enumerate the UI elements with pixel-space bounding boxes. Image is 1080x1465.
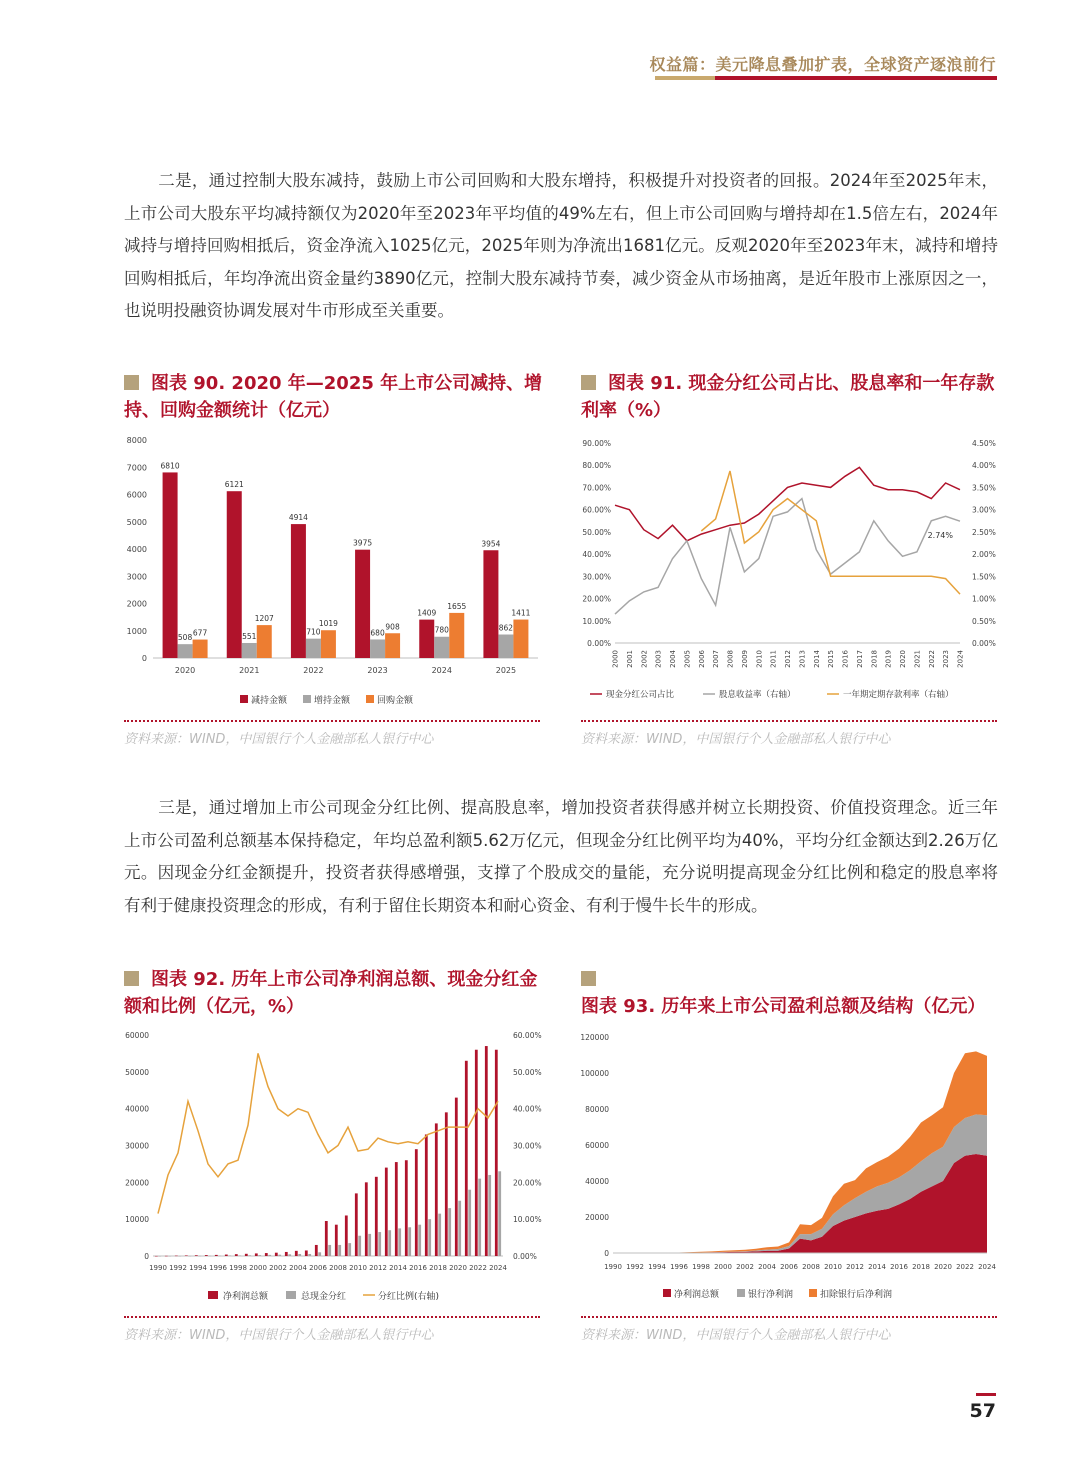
- legend-label: 银行净利润: [748, 1290, 794, 1300]
- y-tick-label-right: 2.50%: [972, 527, 996, 537]
- bar-回购金额: [513, 620, 528, 658]
- y-tick-label-left: 50.00%: [582, 527, 611, 537]
- y-tick-label: 80000: [585, 1105, 609, 1114]
- data-label: 1655: [447, 601, 467, 611]
- data-label: 908: [385, 622, 400, 632]
- bar-总现金分红: [498, 1171, 501, 1256]
- y-tick-label-right: 2.00%: [972, 550, 996, 560]
- x-tick-label: 2002: [640, 650, 649, 668]
- legend-label: 分红比例(右轴): [378, 1292, 440, 1302]
- y-tick-label: 20000: [585, 1213, 609, 1222]
- x-tick-label: 1998: [692, 1263, 710, 1271]
- bar-净利润总额: [285, 1252, 288, 1256]
- legend-swatch: [663, 1289, 671, 1297]
- bar-总现金分红: [448, 1208, 451, 1256]
- y-tick-label-left: 90.00%: [582, 439, 611, 448]
- data-label: 3975: [353, 538, 373, 548]
- y-tick-label-left: 50000: [125, 1067, 149, 1077]
- y-tick-label-right: 60.00%: [513, 1031, 542, 1040]
- y-tick-label-right: 0.50%: [972, 616, 996, 626]
- header-rule: [655, 76, 997, 80]
- x-tick-label: 2013: [798, 650, 807, 668]
- x-tick-label: 2024: [978, 1263, 996, 1271]
- bar-总现金分红: [278, 1255, 281, 1256]
- bar-总现金分红: [188, 1256, 191, 1257]
- x-tick-label: 2009: [740, 650, 749, 668]
- bar-增持金额: [370, 639, 385, 658]
- legend-label: 现金分红公司占比: [606, 690, 675, 700]
- y-tick-label: 7000: [126, 463, 147, 473]
- title-marker-icon: [124, 971, 139, 986]
- y-tick-label-left: 0: [144, 1252, 149, 1261]
- legend-label: 增持金额: [314, 696, 351, 706]
- x-tick-label: 2010: [349, 1264, 367, 1272]
- x-tick-label: 2023: [942, 650, 951, 668]
- y-tick-label: 60000: [585, 1141, 609, 1150]
- bar-总现金分红: [158, 1256, 161, 1257]
- data-label: 1019: [318, 619, 338, 629]
- x-tick-label: 2021: [239, 666, 260, 675]
- x-tick-label: 2000: [611, 650, 620, 668]
- x-tick-label: 2008: [726, 650, 735, 668]
- x-tick-label: 1992: [626, 1263, 644, 1271]
- y-tick-label-left: 40.00%: [582, 550, 611, 560]
- bar-净利润总额: [325, 1221, 328, 1256]
- x-tick-label: 2020: [449, 1264, 467, 1272]
- bar-总现金分红: [388, 1230, 391, 1256]
- line-一年期定期存款利率（右轴）: [701, 471, 960, 594]
- legend-swatch: [737, 1289, 745, 1297]
- y-tick-label-left: 30.00%: [582, 572, 611, 582]
- bar-净利润总额: [275, 1253, 278, 1256]
- x-tick-label: 2018: [870, 650, 879, 668]
- x-tick-label: 1990: [149, 1264, 167, 1272]
- title-marker-icon: [581, 971, 596, 986]
- x-tick-label: 2016: [409, 1264, 427, 1272]
- bar-减持金额: [355, 550, 370, 658]
- figure-91-chart: [575, 430, 1005, 715]
- data-label: 6121: [224, 480, 244, 490]
- bar-增持金额: [242, 643, 257, 658]
- bar-总现金分红: [468, 1190, 471, 1256]
- bar-净利润总额: [375, 1177, 378, 1256]
- x-tick-label: 2000: [249, 1264, 267, 1272]
- paragraph-1: [124, 165, 998, 328]
- legend-label: 回购金额: [377, 696, 414, 706]
- x-tick-label: 2005: [683, 650, 692, 668]
- data-annotation: 2.74%: [927, 531, 953, 541]
- y-tick-label-left: 40000: [125, 1104, 149, 1114]
- y-tick-label-right: 20.00%: [513, 1178, 542, 1188]
- bar-总现金分红: [478, 1179, 481, 1256]
- legend-swatch: [240, 695, 248, 703]
- x-tick-label: 1994: [189, 1264, 207, 1272]
- bar-总现金分红: [408, 1227, 411, 1256]
- y-tick-label: 0: [604, 1249, 609, 1258]
- data-label: 862: [498, 623, 514, 633]
- bar-总现金分红: [198, 1256, 201, 1257]
- bar-回购金额: [193, 640, 208, 658]
- x-tick-label: 1996: [209, 1264, 227, 1272]
- x-tick-label: 2011: [769, 650, 778, 668]
- data-label: 1411: [511, 608, 531, 618]
- bar-净利润总额: [195, 1255, 198, 1256]
- x-tick-label: 2018: [912, 1263, 930, 1271]
- bar-总现金分红: [168, 1256, 171, 1257]
- bar-净利润总额: [355, 1193, 358, 1256]
- bar-总现金分红: [418, 1225, 421, 1256]
- y-tick-label-left: 70.00%: [582, 483, 611, 493]
- legend-label: 一年期定期存款利率（右轴）: [843, 690, 954, 700]
- bar-净利润总额: [255, 1253, 258, 1256]
- data-label: 4914: [288, 513, 308, 523]
- x-tick-label: 2012: [369, 1264, 387, 1272]
- data-label: 677: [192, 628, 208, 638]
- y-tick-label: 40000: [585, 1177, 609, 1186]
- data-label: 508: [177, 633, 193, 643]
- bar-总现金分红: [338, 1245, 341, 1256]
- bar-总现金分红: [288, 1254, 291, 1256]
- y-tick-label: 1000: [126, 626, 147, 636]
- x-tick-label: 2014: [868, 1263, 886, 1271]
- bar-减持金额: [419, 620, 434, 658]
- title-marker-icon: [124, 375, 139, 390]
- x-tick-label: 2008: [329, 1264, 347, 1272]
- x-tick-label: 2004: [758, 1263, 776, 1271]
- bar-净利润总额: [495, 1050, 498, 1256]
- x-tick-label: 2006: [309, 1264, 327, 1272]
- figure-90-source: 资料来源：WIND，中国银行个人金融部私人银行中心: [124, 732, 434, 747]
- line-股息收益率（右轴）: [615, 499, 960, 614]
- bar-净利润总额: [365, 1182, 368, 1256]
- bar-净利润总额: [315, 1245, 318, 1256]
- paragraph-2-text: 三是，通过增加上市公司现金分红比例、提高股息率，增加投资者获得感并树立长期投资、价值投资理念。近三年上市公司盈利总额基本保持稳定，年均总盈利额5.62万亿元，但现金分红比例平均为40%，平均分红金额达到2.26万亿元。因现金分红金额提升，投资者获得感增强，支撑了个股成交的量能，充分说明提高现金分红比例和稳定的股息率将有利于健康投资理念的形成，有利于留住长期资本和耐心资金、有利于慢牛长牛的形成。: [124, 798, 998, 915]
- legend-swatch: [286, 1291, 296, 1299]
- bar-回购金额: [321, 630, 336, 658]
- bar-总现金分红: [358, 1236, 361, 1256]
- bar-净利润总额: [405, 1160, 408, 1256]
- bar-减持金额: [291, 524, 306, 658]
- bar-总现金分红: [378, 1232, 381, 1256]
- bar-净利润总额: [445, 1112, 448, 1256]
- y-tick-label: 2000: [126, 599, 147, 609]
- legend-label: 总现金分红: [301, 1292, 347, 1302]
- bar-净利润总额: [295, 1251, 298, 1256]
- x-tick-label: 2024: [431, 666, 452, 675]
- title-marker-icon: [581, 375, 596, 390]
- data-label: 6810: [160, 461, 180, 471]
- figure-91-title: 图表 91. 现金分红公司占比、股息率和一年存款利率（%）: [581, 373, 995, 421]
- x-tick-label: 2022: [956, 1263, 974, 1271]
- x-tick-label: 2014: [389, 1264, 407, 1272]
- y-tick-label-right: 50.00%: [513, 1067, 542, 1077]
- x-tick-label: 2010: [755, 650, 764, 668]
- x-tick-label: 2016: [890, 1263, 908, 1271]
- legend-label: 股息收益率（右轴）: [719, 690, 796, 700]
- y-tick-label: 100000: [580, 1069, 609, 1078]
- y-tick-label-right: 40.00%: [513, 1104, 542, 1114]
- bar-总现金分红: [258, 1255, 261, 1256]
- paragraph-1-text: 二是，通过控制大股东减持，鼓励上市公司回购和大股东增持，积极提升对投资者的回报。2024年至2025年末，上市公司大股东平均减持额仅为2020年至2023年平均值的49%左右，但上市公司回购与增持却在1.5倍左右，2024年减持与增持回购相抵后，资金净流入1025亿元，2025年则为净流出1681亿元。反观2020年至2023年末，减持和增持回购相抵后，年均净流出资金量约3890亿元，控制大股东减持节奏，减少资金从市场抽离，是近年股市上涨原因之一，也说明投融资协调发展对牛市形成至关重要。: [124, 171, 998, 321]
- y-tick-label-right: 0.00%: [972, 639, 996, 648]
- x-tick-label: 2014: [812, 650, 821, 668]
- x-tick-label: 2024: [956, 650, 965, 668]
- bar-净利润总额: [395, 1162, 398, 1256]
- x-tick-label: 2020: [934, 1263, 952, 1271]
- y-tick-label-right: 1.00%: [972, 594, 996, 604]
- legend-label: 净利润总额: [223, 1292, 269, 1302]
- bar-净利润总额: [455, 1098, 458, 1256]
- bar-总现金分红: [398, 1228, 401, 1256]
- x-tick-label: 2006: [780, 1263, 798, 1271]
- figure-92-chart: [118, 1025, 548, 1310]
- bar-减持金额: [483, 550, 498, 658]
- data-label: 3954: [481, 539, 501, 549]
- y-tick-label-right: 1.50%: [972, 572, 996, 582]
- bar-净利润总额: [465, 1061, 468, 1256]
- x-tick-label: 2010: [824, 1263, 842, 1271]
- figure-90-divider: [124, 720, 540, 722]
- legend-label: 减持金额: [251, 696, 288, 706]
- y-tick-label-left: 30000: [125, 1141, 149, 1151]
- x-tick-label: 2012: [784, 650, 792, 668]
- legend-label: 净利润总额: [674, 1290, 720, 1300]
- bar-总现金分红: [218, 1256, 221, 1257]
- y-tick-label-left: 0.00%: [587, 639, 611, 648]
- bar-回购金额: [385, 633, 400, 658]
- bar-回购金额: [449, 613, 464, 658]
- bar-净利润总额: [235, 1254, 238, 1256]
- data-label: 780: [434, 625, 449, 635]
- x-tick-label: 2021: [913, 650, 922, 668]
- bar-总现金分红: [248, 1255, 251, 1256]
- x-tick-label: 2024: [489, 1264, 507, 1272]
- figure-90-title: 图表 90. 2020 年—2025 年上市公司减持、增持、回购金额统计（亿元）: [124, 373, 543, 421]
- figure-93-chart: [575, 1025, 1005, 1310]
- y-tick-label-right: 0.00%: [513, 1252, 537, 1261]
- bar-净利润总额: [265, 1253, 268, 1256]
- bar-总现金分红: [238, 1255, 241, 1256]
- bar-总现金分红: [488, 1175, 491, 1256]
- y-tick-label-left: 60000: [125, 1031, 149, 1040]
- figure-91-source: 资料来源：WIND，中国银行个人金融部私人银行中心: [581, 732, 891, 747]
- bar-净利润总额: [205, 1255, 208, 1256]
- y-tick-label: 3000: [126, 572, 147, 582]
- x-tick-label: 2023: [367, 666, 388, 675]
- x-tick-label: 2022: [303, 666, 324, 675]
- y-tick-label-right: 3.50%: [972, 483, 996, 493]
- bar-净利润总额: [415, 1149, 418, 1256]
- figure-93-divider: [581, 1316, 997, 1318]
- y-tick-label-right: 30.00%: [513, 1141, 542, 1151]
- y-tick-label-right: 4.00%: [972, 461, 996, 471]
- x-tick-label: 2025: [495, 666, 517, 675]
- legend-swatch: [366, 695, 374, 703]
- x-tick-label: 2000: [714, 1263, 732, 1271]
- x-tick-label: 1990: [604, 1263, 622, 1271]
- y-tick-label: 8000: [126, 436, 147, 445]
- figure-91-divider: [581, 720, 997, 722]
- x-tick-label: 1996: [670, 1263, 688, 1271]
- y-tick-label-left: 80.00%: [582, 461, 611, 471]
- bar-净利润总额: [335, 1225, 338, 1256]
- x-tick-label: 2012: [846, 1263, 864, 1271]
- paragraph-2: [124, 792, 998, 922]
- figure-92-title: 图表 92. 历年上市公司净利润总额、现金分红金额和比例（亿元，%）: [124, 969, 538, 1017]
- figure-93-title: 图表 93. 历年来上市公司盈利总额及结构（亿元）: [581, 966, 1006, 1020]
- bar-增持金额: [178, 644, 193, 658]
- x-tick-label: 2022: [927, 650, 936, 668]
- bar-总现金分红: [348, 1243, 351, 1256]
- bar-增持金额: [498, 635, 513, 658]
- bar-净利润总额: [345, 1215, 348, 1256]
- bar-总现金分红: [318, 1252, 321, 1256]
- header-title: 权益篇：美元降息叠加扩表，全球资产逐浪前行: [649, 55, 996, 74]
- bar-总现金分红: [228, 1255, 231, 1256]
- legend-label: 扣除银行后净利润: [820, 1290, 893, 1300]
- x-tick-label: 2008: [802, 1263, 820, 1271]
- x-tick-label: 2006: [697, 650, 706, 668]
- data-label: 1207: [254, 614, 274, 624]
- bar-总现金分红: [268, 1255, 271, 1256]
- bar-净利润总额: [305, 1250, 308, 1256]
- line-现金分红公司占比: [615, 467, 960, 540]
- legend-swatch: [303, 695, 311, 703]
- x-tick-label: 2004: [669, 650, 677, 668]
- bar-净利润总额: [385, 1168, 388, 1256]
- bar-净利润总额: [475, 1050, 478, 1256]
- y-tick-label-right: 4.50%: [972, 439, 996, 448]
- bar-净利润总额: [165, 1256, 168, 1257]
- bar-减持金额: [227, 491, 242, 658]
- x-tick-label: 2020: [899, 650, 907, 668]
- data-label: 680: [370, 628, 385, 638]
- x-tick-label: 2018: [429, 1264, 447, 1272]
- page-number: 57: [969, 1400, 996, 1422]
- bar-总现金分红: [298, 1254, 301, 1256]
- x-tick-label: 2015: [827, 650, 836, 668]
- bar-净利润总额: [185, 1255, 188, 1256]
- bar-总现金分红: [178, 1256, 181, 1257]
- figure-92-divider: [124, 1316, 540, 1318]
- data-label: 1409: [417, 608, 437, 618]
- x-tick-label: 2003: [654, 650, 663, 668]
- bar-净利润总额: [225, 1255, 228, 1256]
- x-tick-label: 2016: [841, 650, 850, 668]
- y-tick-label-left: 20000: [125, 1178, 149, 1188]
- x-tick-label: 1992: [169, 1264, 187, 1272]
- x-tick-label: 2002: [269, 1264, 287, 1272]
- x-tick-label: 2017: [855, 650, 864, 668]
- x-tick-label: 2001: [625, 650, 634, 668]
- bar-回购金额: [257, 625, 272, 658]
- bar-净利润总额: [245, 1254, 248, 1256]
- bar-总现金分红: [438, 1214, 441, 1256]
- figure-92-source: 资料来源：WIND，中国银行个人金融部私人银行中心: [124, 1328, 434, 1343]
- x-tick-label: 2002: [736, 1263, 754, 1271]
- bar-总现金分红: [328, 1245, 331, 1256]
- x-tick-label: 2020: [174, 666, 196, 675]
- figure-90-chart: [118, 430, 548, 715]
- bar-增持金额: [434, 637, 449, 658]
- y-tick-label: 120000: [580, 1033, 609, 1042]
- y-tick-label-left: 20.00%: [582, 594, 611, 604]
- bar-总现金分红: [428, 1219, 431, 1256]
- legend-swatch: [208, 1291, 218, 1299]
- bar-增持金额: [306, 639, 321, 658]
- x-tick-label: 2007: [712, 650, 721, 668]
- bar-净利润总额: [215, 1255, 218, 1256]
- y-tick-label-right: 10.00%: [513, 1215, 542, 1225]
- x-tick-label: 2004: [289, 1264, 307, 1272]
- y-tick-label: 5000: [126, 517, 147, 527]
- bar-总现金分红: [308, 1254, 311, 1256]
- bar-总现金分红: [368, 1234, 371, 1256]
- bar-净利润总额: [435, 1123, 438, 1256]
- data-label: 710: [306, 627, 321, 637]
- data-label: 551: [242, 631, 257, 641]
- y-tick-label: 0: [141, 654, 147, 663]
- y-tick-label: 4000: [126, 545, 147, 554]
- bar-净利润总额: [175, 1256, 178, 1257]
- bar-净利润总额: [425, 1134, 428, 1256]
- legend-swatch: [809, 1289, 817, 1297]
- x-tick-label: 2022: [469, 1264, 487, 1272]
- y-tick-label: 6000: [126, 490, 147, 500]
- x-tick-label: 1994: [648, 1263, 666, 1271]
- y-tick-label-right: 3.00%: [972, 505, 996, 515]
- y-tick-label-left: 60.00%: [582, 505, 611, 515]
- y-tick-label-left: 10000: [125, 1215, 149, 1225]
- y-tick-label-left: 10.00%: [582, 616, 611, 626]
- bar-净利润总额: [485, 1046, 488, 1256]
- figure-93-source: 资料来源：WIND，中国银行个人金融部私人银行中心: [581, 1328, 891, 1343]
- bar-减持金额: [163, 472, 178, 658]
- page-number-bar: [976, 1393, 996, 1396]
- x-tick-label: 1998: [229, 1264, 247, 1272]
- bar-总现金分红: [208, 1256, 211, 1257]
- x-tick-label: 2019: [884, 650, 893, 668]
- bar-净利润总额: [155, 1256, 158, 1257]
- bar-总现金分红: [458, 1201, 461, 1256]
